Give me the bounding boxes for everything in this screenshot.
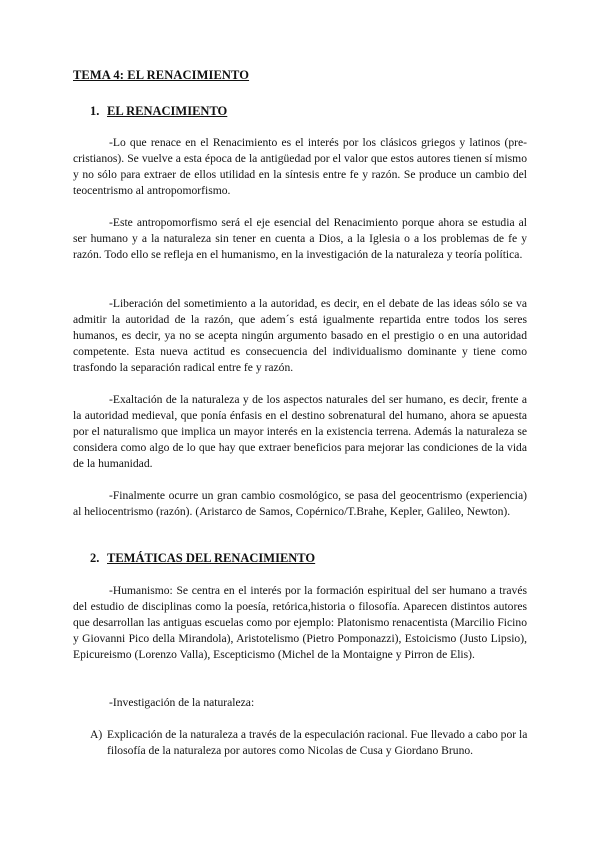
document-title: TEMA 4: EL RENACIMIENTO (73, 68, 250, 82)
paragraph: -Exaltación de la naturaleza y de los aspectos naturales del ser humano, es decir, frente a la autoridad medieval, que ponía énfasis en el destino sobrenatural del humano, ahora se apuesta por el naturalismo que implica un mayor interés en la existencia terrena. Además la naturaleza se considera como algo de lo que hay que extraer beneficios para mejorar las condiciones de la vida de la humanidad. (73, 393, 527, 470)
paragraph: -Liberación del sometimiento a la autoridad, es decir, en el debate de las ideas sólo se va admitir la autoridad de la razón, que adem´s está igualmente repartida entre todos los seres humanos, es decir, ya no se acepta ningún argumento basado en el prestigio o en una autoridad competente. Esta nueva actitud es consecuencia del individualismo dominante y tiene como trasfondo la separación radical entre fe y razón. (73, 297, 527, 374)
paragraph: -Finalmente ocurre un gran cambio cosmológico, se pasa del geocentrismo (experiencia) al heliocentrismo (razón). (Aristarco de Samos, Copérnico/T.Brahe, Kepler, Galileo, Newton). (73, 489, 527, 518)
paragraph: -Humanismo: Se centra en el interés por la formación espiritual del ser humano a través del estudio de disciplinas como la poesía, retórica,historia o filosofía. Aparecen distintos autores que desarrollan las antiguas escuelas como por ejemplo: Platonismo renacentista (Marcilio Ficino y Giovanni Pico della Mirandola), Aristotelismo (Pietro Pomponazzi), Estoicismo (Justo Lipsio), Epicureismo (Lorenzo Valla), Escepticismo (Michel de la Montaigne y Pirron de Elis). (73, 584, 527, 661)
section-title: EL RENACIMIENTO (107, 104, 228, 118)
list-item (90, 727, 544, 759)
section-heading-1 (90, 104, 227, 119)
list-marker: A) (90, 728, 103, 741)
list-item-text: Explicación de la naturaleza a través de la especulación racional. Fue llevado a cabo por la filosofía de la naturaleza por autores como Nicolas de Cusa y Giordano Bruno. (107, 728, 528, 757)
paragraph: -Lo que renace en el Renacimiento es el interés por los clásicos griegos y latinos (pre-cristianos). Se vuelve a esta época de la antigüedad por el valor que estos autores tienen sí mismo y no sólo para extraer de ellos utilidad en la síntesis entre fe y razón. Se produce un cambio del teocentrismo al antropomorfismo. (73, 136, 527, 197)
section-heading-2 (90, 551, 315, 566)
section-number: 2. (90, 551, 100, 565)
paragraph: -Investigación de la naturaleza: (109, 696, 255, 709)
section-title: TEMÁTICAS DEL RENACIMIENTO (107, 551, 316, 565)
section-number: 1. (90, 104, 100, 118)
paragraph: -Este antropomorfismo será el eje esencial del Renacimiento porque ahora se estudia al ser humano y a la naturaleza sin tener en cuenta a Dios, a la Iglesia o a los problemas de fe y razón. Todo ello se refleja en el humanismo, en la investigación de la naturaleza y teoría política. (73, 216, 527, 261)
